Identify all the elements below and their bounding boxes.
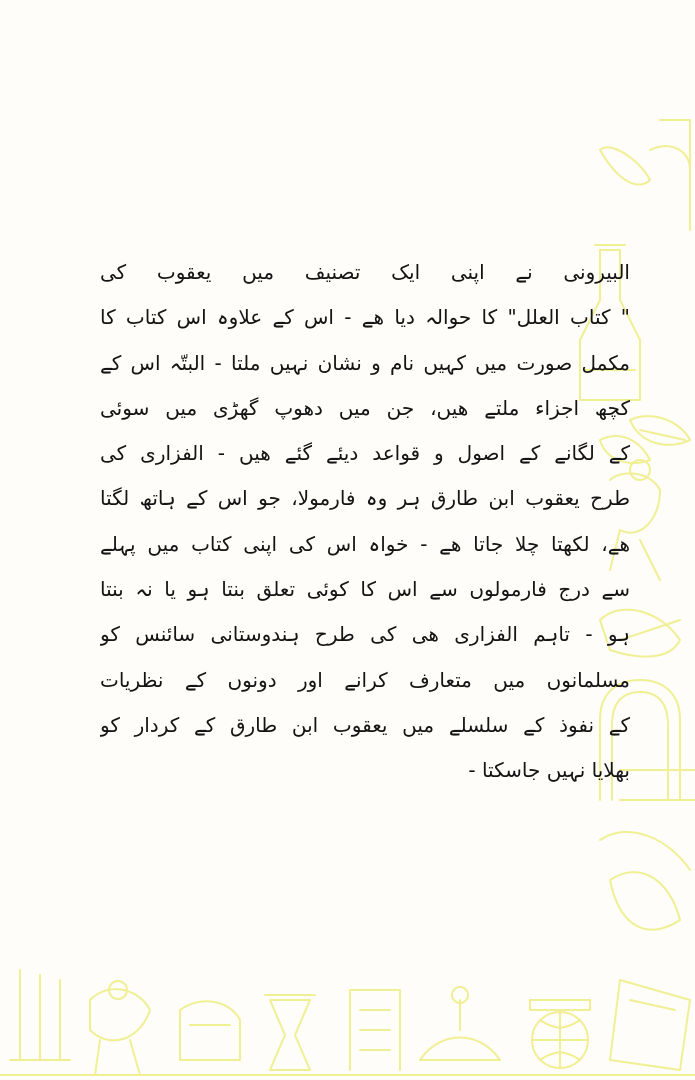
text-line-12: بھلایا نہیں جاسکتا - [468,758,630,783]
text-line-6: طرح یعقوب ابن طارق ہر وہ فارمولا، جو اس کے ہاتھ لگتا [100,486,630,511]
text-line-3: مکمل صورت میں کہیں نام و نشان نہیں ملتا - البتّہ اس کے [100,350,630,375]
text-line-7: ھے، لکھتا چلا جاتا ھے - خواہ اس کی اپنی کتاب میں پہلے [100,531,630,556]
text-line-4: کچھ اجزاء ملتے ھیں، جن میں دھوپ گھڑی میں سوئی [100,395,630,420]
text-line-10: مسلمانوں میں متعارف کرانے اور دونوں کے نظریات [100,667,630,692]
text-line-8: سے درج فارمولوں سے اس کا کوئی تعلق بنتا ہو یا نہ بنتا [100,577,630,602]
text-line-9: ہو - تاہم الفزاری ھی کی طرح ہندوستانی سائنس کو [100,622,630,647]
text-line-2: " کتاب العلل" کا حوالہ دیا ھے - اس کے علاوہ اس کتاب کا [100,305,630,330]
text-line-11: کے نفوذ کے سلسلے میں یعقوب ابن طارق کے کردار کو [100,712,630,737]
hourglass-icon [600,120,690,230]
globe-icon [530,1000,590,1068]
urdu-paragraph [100,250,630,794]
text-line-5: کے لگانے کے اصول و قواعد دیئے گئے ھیں - الفزاری کی [100,441,630,466]
text-line-1: البیرونی نے اپنی ایک تصنیف میں یعقوب کی [100,260,630,284]
